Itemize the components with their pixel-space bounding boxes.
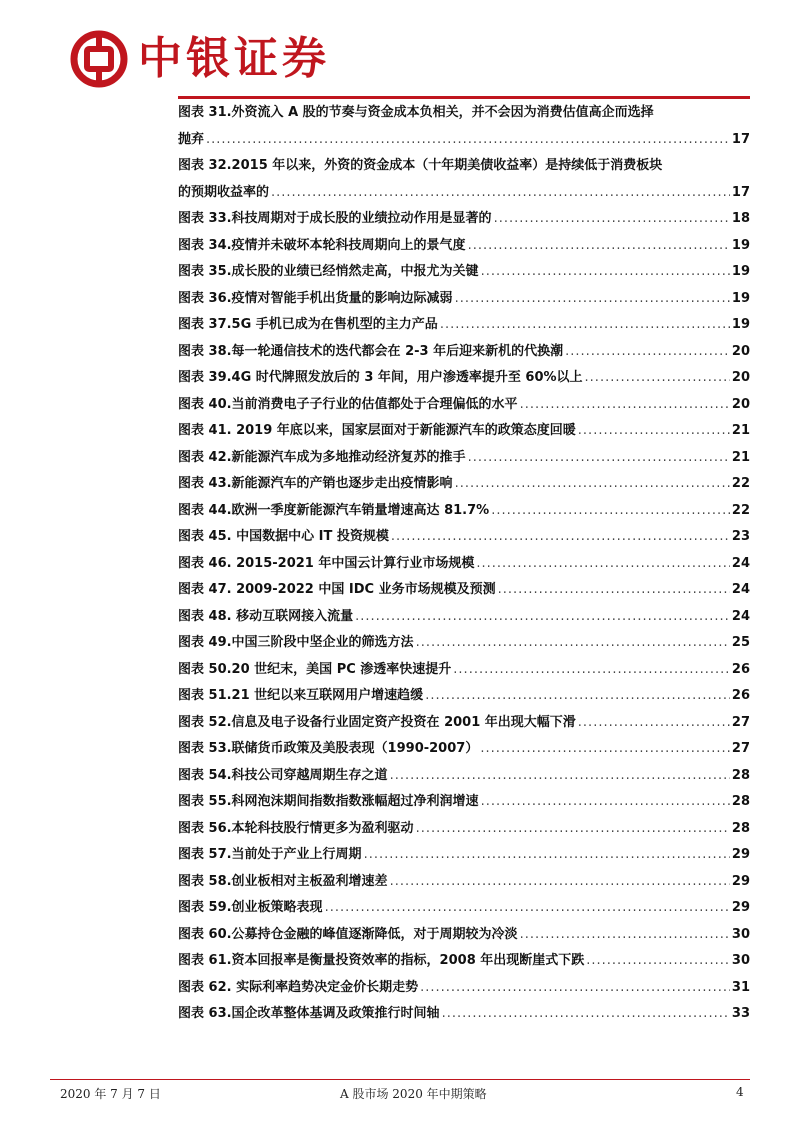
dot-leader [391, 524, 730, 551]
toc-entry-title: 图表 53.联储货币政策及美股表现（1990-2007） [178, 741, 479, 756]
toc-entry-title: 图表 36.疫情对智能手机出货量的影响边际减弱 [178, 290, 453, 306]
toc-entry-page: 30 [731, 953, 750, 968]
toc-entry[interactable] [178, 471, 750, 498]
toc-entry[interactable] [178, 683, 750, 710]
toc-entry[interactable] [178, 604, 750, 631]
toc-entry-title: 图表 50.20 世纪末，美国 PC 渗透率快速提升 [178, 661, 452, 677]
toc-entry[interactable] [178, 895, 750, 922]
dot-leader [481, 789, 730, 816]
toc-entry-title: 图表 48. 移动互联网接入流量 [178, 608, 354, 624]
dot-leader [481, 259, 730, 286]
dot-leader [416, 630, 730, 657]
toc-entry-page: 28 [731, 767, 750, 783]
toc-entry[interactable] [178, 630, 750, 657]
dot-leader [494, 206, 730, 233]
dot-leader [206, 127, 730, 154]
toc-entry-page: 29 [731, 900, 750, 915]
toc-entry-title: 图表 34.疫情并未破坏本轮科技周期向上的景气度 [178, 237, 466, 253]
toc-entry-title: 图表 58.创业板相对主板盈利增速差 [178, 873, 388, 889]
toc-entry-page: 29 [731, 847, 750, 862]
toc-entry-title: 图表 52.信息及电子设备行业固定资产投资在 2001 年出现大幅下滑 [178, 714, 576, 730]
toc-entry-page: 20 [731, 396, 750, 412]
toc-entry[interactable] [178, 206, 750, 233]
toc-entry-page: 33 [731, 1006, 750, 1021]
dot-leader [453, 657, 730, 684]
toc-entry[interactable] [178, 816, 750, 843]
toc-entry-page: 25 [731, 635, 750, 650]
toc-entry-title-cont: 抛弃 [178, 131, 205, 147]
toc-entry-title: 图表 31.外资流入 A 股的节奏与资金成本负相关，并不会因为消费估值高企而选择 [178, 105, 654, 120]
toc-entry-page: 27 [731, 714, 750, 730]
toc-entry[interactable] [178, 975, 750, 1002]
toc-entry-page: 22 [731, 476, 750, 491]
toc-entry-title: 图表 47. 2009-2022 中国 IDC 业务市场规模及预测 [178, 582, 496, 597]
toc-entry-page: 28 [731, 820, 750, 836]
dot-leader [565, 339, 730, 366]
toc-entry[interactable] [178, 312, 750, 339]
dot-leader [390, 869, 730, 896]
toc-entry-page: 17 [731, 131, 750, 147]
footer-report-title: A 股市场 2020 年中期策略 [340, 1087, 487, 1101]
dot-leader [480, 736, 730, 763]
dot-leader [520, 922, 730, 949]
toc-entry-title-cont: 的预期收益率的 [178, 184, 270, 200]
toc-entry-title: 图表 62. 实际利率趋势决定金价长期走势 [178, 979, 419, 995]
toc-entry-page: 30 [731, 926, 750, 942]
toc-entry[interactable] [178, 657, 750, 684]
header-rule [178, 96, 750, 99]
toc-entry[interactable] [178, 710, 750, 737]
toc-entry-title: 图表 42.新能源汽车成为多地推动经济复苏的推手 [178, 449, 466, 465]
dot-leader [520, 392, 730, 419]
toc-entry[interactable] [178, 736, 750, 763]
toc-entry-page: 23 [731, 529, 750, 544]
dot-leader [325, 895, 730, 922]
toc-entry-page: 21 [731, 423, 750, 438]
toc-entry[interactable] [178, 286, 750, 313]
toc-entry[interactable] [178, 445, 750, 472]
dot-leader [491, 498, 730, 525]
toc-entry-page: 17 [731, 184, 750, 200]
dot-leader [416, 816, 730, 843]
toc-entry-page: 18 [731, 211, 750, 226]
toc-entry-title: 图表 45. 中国数据中心 IT 投资规模 [178, 529, 389, 544]
dot-leader [476, 551, 730, 578]
toc-entry-page: 29 [731, 873, 750, 889]
toc-entry-page: 19 [731, 237, 750, 253]
toc-entry-title: 图表 63.国企改革整体基调及政策推行时间轴 [178, 1006, 440, 1021]
toc-entry-title: 图表 35.成长股的业绩已经悄然走高，中报尤为关键 [178, 264, 479, 279]
toc-entry[interactable] [178, 763, 750, 790]
toc-entry-page: 22 [731, 502, 750, 518]
toc-entry[interactable] [178, 789, 750, 816]
toc-entry-title: 图表 44.欧洲一季度新能源汽车销量增速高达 81.7% [178, 502, 490, 518]
toc-entry[interactable] [178, 233, 750, 260]
toc-entry[interactable] [178, 100, 750, 153]
toc-entry[interactable] [178, 365, 750, 392]
toc-entry[interactable] [178, 339, 750, 366]
toc-entry-page: 27 [731, 741, 750, 756]
toc-entry-title: 图表 49.中国三阶段中坚企业的筛选方法 [178, 635, 414, 650]
toc-entry-title: 图表 51.21 世纪以来互联网用户增速趋缓 [178, 688, 424, 703]
footer-date: 2020 年 7 月 7 日 [60, 1087, 161, 1101]
footer-page-number: 4 [736, 1085, 744, 1099]
toc-entry[interactable] [178, 392, 750, 419]
dot-leader [586, 948, 730, 975]
toc-entry-title: 图表 57.当前处于产业上行周期 [178, 847, 362, 862]
dot-leader [455, 471, 730, 498]
toc-entry[interactable] [178, 577, 750, 604]
dot-leader [355, 604, 730, 631]
toc-entry-title: 图表 43.新能源汽车的产销也逐步走出疫情影响 [178, 476, 453, 491]
toc-entry-page: 20 [731, 343, 750, 359]
toc-entry-title: 图表 38.每一轮通信技术的迭代都会在 2-3 年后迎来新机的代换潮 [178, 343, 564, 359]
toc-entry[interactable] [178, 1001, 750, 1028]
toc-entry-title: 图表 40.当前消费电子子行业的估值都处于合理偏低的水平 [178, 396, 518, 412]
toc-entry-page: 24 [731, 582, 750, 597]
dot-leader [364, 842, 730, 869]
toc-entry-title: 图表 56.本轮科技股行情更多为盈利驱动 [178, 820, 414, 836]
toc-entry[interactable] [178, 948, 750, 975]
toc-entry[interactable] [178, 498, 750, 525]
toc-entry[interactable] [178, 153, 750, 206]
footer-rule [50, 1079, 750, 1080]
toc-entry[interactable] [178, 524, 750, 551]
toc-entry[interactable] [178, 551, 750, 578]
toc-entry-title: 图表 32.2015 年以来，外资的资金成本（十年期美债收益率）是持续低于消费板块 [178, 158, 663, 173]
page-header [0, 0, 800, 95]
toc-entry-title: 图表 59.创业板策略表现 [178, 900, 323, 915]
toc-entry-title: 图表 55.科网泡沫期间指数指数涨幅超过净利润增速 [178, 794, 479, 809]
toc-entry[interactable] [178, 259, 750, 286]
toc-entry[interactable] [178, 418, 750, 445]
dot-leader [271, 180, 730, 207]
dot-leader [420, 975, 730, 1002]
toc-entry-page: 26 [731, 688, 750, 703]
toc-entry-page: 19 [731, 264, 750, 279]
toc-entry-page: 21 [731, 449, 750, 465]
toc-entry-title: 图表 46. 2015-2021 年中国云计算行业市场规模 [178, 555, 475, 571]
toc-entry-title: 图表 37.5G 手机已成为在售机型的主力产品 [178, 317, 438, 332]
bank-of-china-logo-icon [70, 30, 128, 88]
toc-entry-title: 图表 41. 2019 年底以来，国家层面对于新能源汽车的政策态度回暖 [178, 423, 576, 438]
toc-entry[interactable] [178, 922, 750, 949]
toc-entry-page: 26 [731, 661, 750, 677]
dot-leader [585, 365, 730, 392]
dot-leader [468, 233, 730, 260]
dot-leader [425, 683, 730, 710]
toc-entry-title: 图表 33.科技周期对于成长股的业绩拉动作用是显著的 [178, 211, 492, 226]
toc-entry[interactable] [178, 869, 750, 896]
toc-entry-page: 31 [731, 979, 750, 995]
dot-leader [455, 286, 730, 313]
dot-leader [498, 577, 730, 604]
toc-entry-page: 19 [731, 290, 750, 306]
dot-leader [468, 445, 730, 472]
toc-entry-page: 19 [731, 317, 750, 332]
toc-entry-page: 28 [731, 794, 750, 809]
dot-leader [440, 312, 730, 339]
toc-entry-title: 图表 54.科技公司穿越周期生存之道 [178, 767, 388, 783]
toc-entry-title: 图表 39.4G 时代牌照发放后的 3 年间，用户渗透率提升至 60%以上 [178, 370, 583, 385]
brand-name: 中银证券 [138, 33, 330, 84]
toc-entry-page: 24 [731, 555, 750, 571]
toc-entry-title: 图表 60.公募持仓金融的峰值逐渐降低，对于周期较为冷淡 [178, 926, 518, 942]
toc-entry-title: 图表 61.资本回报率是衡量投资效率的指标，2008 年出现断崖式下跌 [178, 953, 585, 968]
dot-leader [578, 710, 730, 737]
toc-entry-page: 20 [731, 370, 750, 385]
dot-leader [390, 763, 730, 790]
dot-leader [442, 1001, 730, 1028]
figure-list [178, 100, 750, 1028]
toc-entry-page: 24 [731, 608, 750, 624]
dot-leader [578, 418, 730, 445]
toc-entry[interactable] [178, 842, 750, 869]
